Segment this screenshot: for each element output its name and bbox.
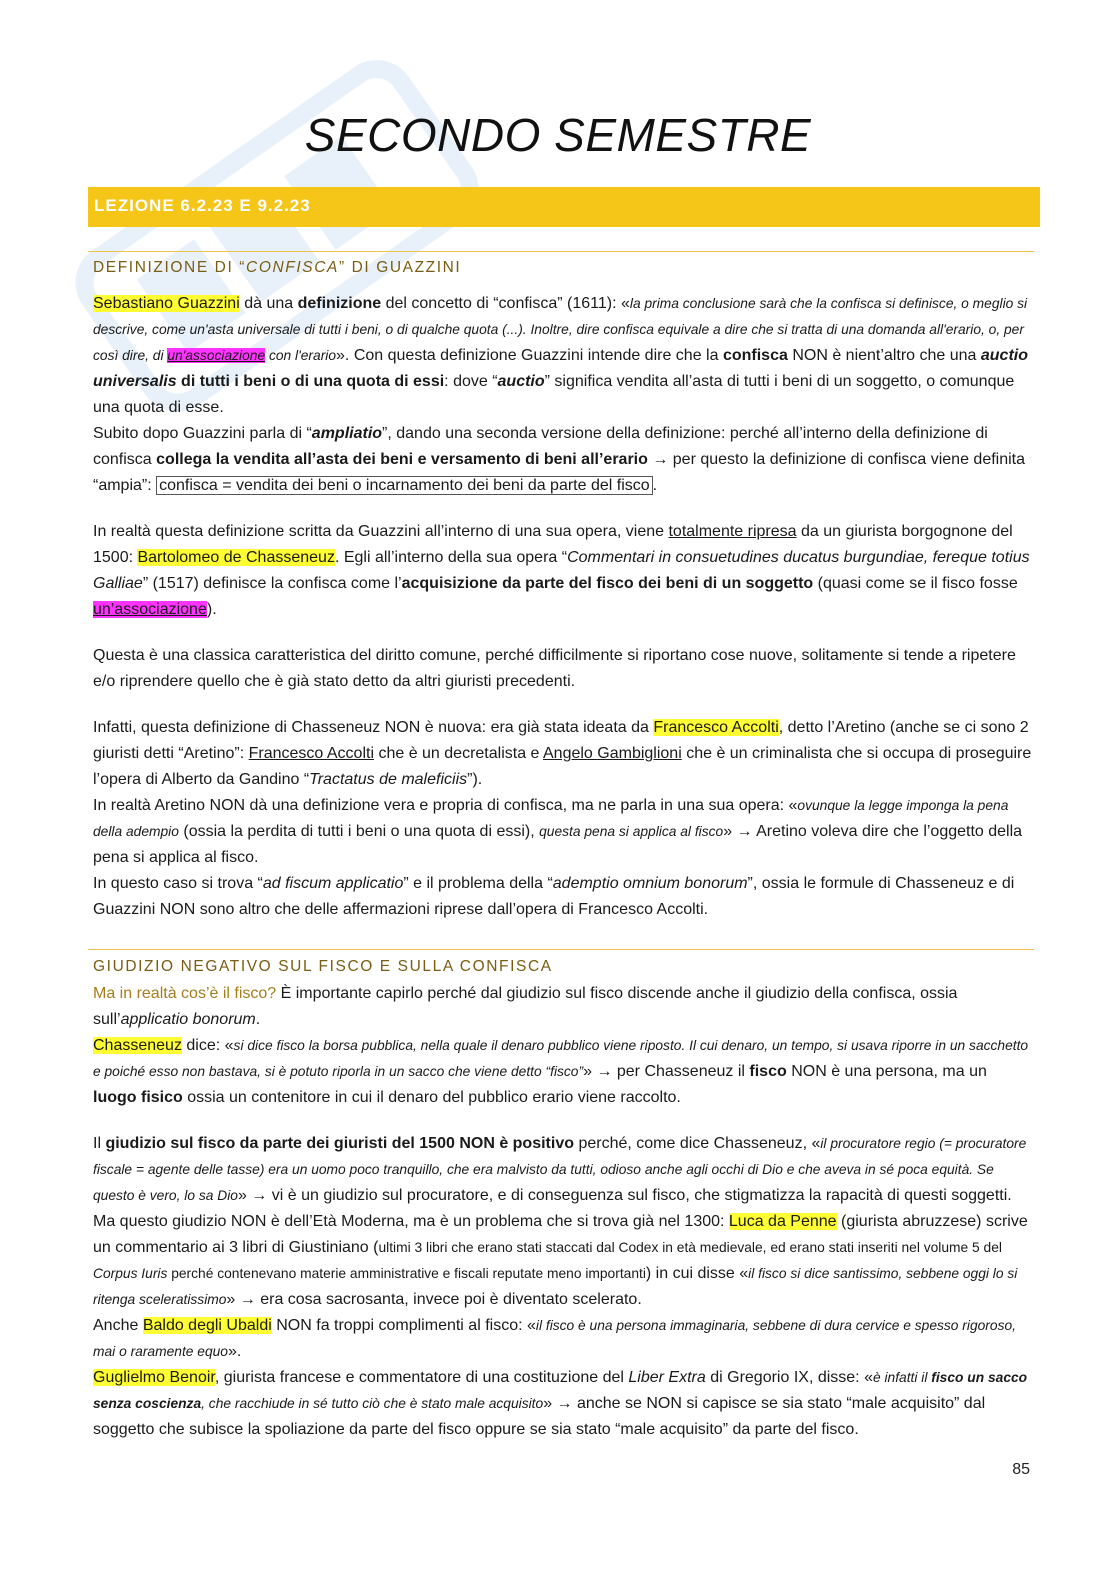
definition-box: confisca = vendita dei beni o incarnamento dei beni da parte del fisco xyxy=(156,476,653,495)
lesson-label: LEZIONE 6.2.23 E 9.2.23 xyxy=(94,196,311,215)
paragraph: Subito dopo Guazzini parla di “ampliatio”, dando una seconda versione della definizione: perché all’interno della definizione di confisca collega la vendita all’asta dei beni e versamento di beni all’erario → per questo la definizione di confisca viene definita “ampia”: confisca = vendita dei beni o incarnamento dei beni da parte del fisco . xyxy=(93,425,1026,494)
paragraph: Guglielmo Benoir, giurista francese e commentatore di una costituzione del Liber Extra di Gregorio IX, disse: «è infatti il fisco un sacco senza coscienza, che racchiude in sé tutto ciò che è stato male acquisito» → anche se NON si capisce se sia stato “male acquisito” dal soggetto che subisce la spoliazione da parte del fisco oppure se sia stato “male acquisito” da parte del fisco. xyxy=(93,1369,1028,1438)
paragraph: Questa è una classica caratteristica del diritto comune, perché difficilmente si riportano cose nuove, solitamente si tende a ripetere e/o riprendere quello che è già stato detto da altri giuristi precedenti. xyxy=(93,647,1016,690)
section-rule xyxy=(88,251,1034,252)
paragraph: Ma in realtà cos’è il fisco? È importante capirlo perché dal giudizio sul fisco discende anche il giudizio della confisca, ossia sull’applicatio bonorum. xyxy=(93,985,958,1028)
section-body xyxy=(93,291,1033,1443)
paragraph: Il giudizio sul fisco da parte dei giuristi del 1500 NON è positivo perché, come dice Chasseneuz, «il procuratore regio (= procuratore fiscale = agente delle tasse) era un uomo poco tranquillo, che era malvisto da tutti, odioso anche agli occhi di Dio e che aveva in sé poca equità. Se questo è vero, lo sa Dio» → vi è un giudizio sul procuratore, e di conseguenza sul fisco, che stigmatizza la rapacità di questi soggetti. Ma questo giudizio NON è dell’Età Moderna, ma è un problema che si trova già nel 1300: Luca da Penne (giurista abruzzese) scrive un commentario ai 3 libri di Giustiniano (ultimi 3 libri che erano stati staccati dal Codex in età medievale, ed erano stati inseriti nel volume 5 del Corpus Iuris perché contenevano materie amministrative e fiscali reputate meno importanti) in cui disse «il fisco si dice santissimo, sebbene oggi lo si ritenga sceleratissimo» → era cosa sacrosanta, invece poi è diventato scelerato. xyxy=(93,1135,1028,1308)
section-heading: DEFINIZIONE DI “CONFISCA” DI GUAZZINI xyxy=(93,259,462,276)
paragraph: Infatti, questa definizione di Chasseneuz NON è nuova: era già stata ideata da Francesco Accolti, detto l’Aretino (anche se ci sono 2 giuristi detti “Aretino”: Francesco Accolti che è un decretalista e Angelo Gambiglioni che è un criminalista che si occupa di proseguire l’opera di Alberto da Gandino “Tractatus de maleficiis”). xyxy=(93,719,1032,788)
section-rule xyxy=(88,949,1034,950)
page-title: SECONDO SEMESTRE xyxy=(304,109,812,161)
section-heading: GIUDIZIO NEGATIVO SUL FISCO E SULLA CONFISCA xyxy=(93,958,553,975)
paragraph: In realtà questa definizione scritta da Guazzini all’interno di una sua opera, viene totalmente ripresa da un giurista borgognone del 1500: Bartolomeo de Chasseneuz. Egli all’interno della sua opera “Commentari in consuetudines ducatus burgundiae, fereque totius Galliae” (1517) definisce la confisca come l’acquisizione da parte del fisco dei beni di un soggetto (quasi come se il fisco fosse un’associazione). xyxy=(93,523,1030,618)
paragraph: Anche Baldo degli Ubaldi NON fa troppi complimenti al fisco: «il fisco è una persona immaginaria, sebbene di dura cervice e spesso rigoroso, mai o raramente equo». xyxy=(93,1317,1016,1360)
paragraph: In realtà Aretino NON dà una definizione vera e propria di confisca, ma ne parla in una sua opera: «ovunque la legge imponga la pena della adempio (ossia la perdita di tutti i beni o una quota di essi), questa pena si applica al fisco» → Aretino voleva dire che l’oggetto della pena si applica al fisco. xyxy=(93,797,1023,866)
paragraph: In questo caso si trova “ad fiscum applicatio” e il problema della “ademptio omnium bonorum”, ossia le formule di Chasseneuz e di Guazzini NON sono altro che delle affermazioni riprese dall’opera di Francesco Accolti. xyxy=(93,875,1015,918)
lesson-banner xyxy=(88,187,1040,227)
paragraph: Chasseneuz dice: «si dice fisco la borsa pubblica, nella quale il denaro pubblico viene riposto. Il cui denaro, un tempo, si usava riporre in un sacchetto e poiché esso non bastava, si è potuto riporla in un sacco che viene detto “fisco”» → per Chasseneuz il fisco NON è una persona, ma un luogo fisico ossia un contenitore in cui il denaro del pubblico erario viene raccolto. xyxy=(93,1037,1029,1106)
paragraph: Sebastiano Guazzini dà una definizione del concetto di “confisca” (1611): «la prima conclusione sarà che la confisca si definisce, o meglio si descrive, come un'asta universale di tutti i beni, o di qualche quota (...). Inoltre, dire confisca equivale a dire che si tratta di una domanda all'erario, o, per così dire, di un'associazione con l'erario». Con questa definizione Guazzini intende dire che la confisca NON è nient’altro che una auctio universalis di tutti i beni o di una quota di essi: dove “auctio” significa vendita all’asta di tutti i beni di un soggetto, o comunque una quota di esse. xyxy=(93,295,1028,416)
page-number: 85 xyxy=(1012,1461,1030,1478)
